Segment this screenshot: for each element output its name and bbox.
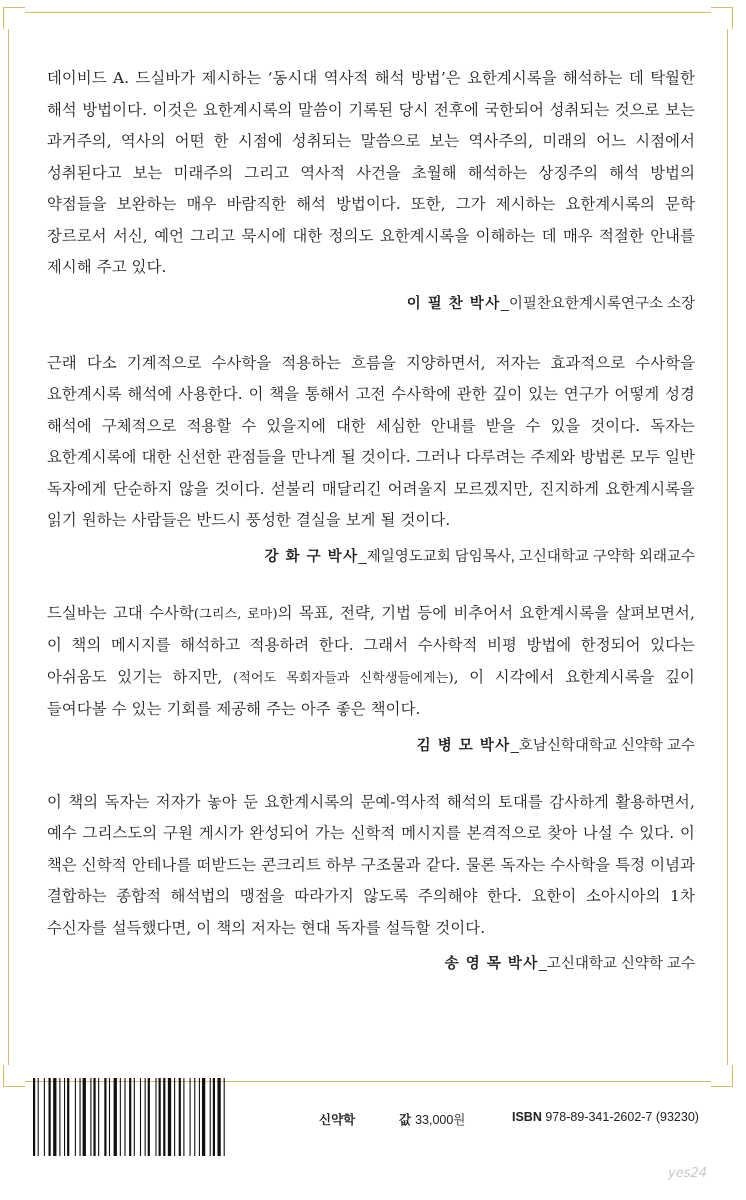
barcode-bar — [210, 1078, 211, 1156]
barcode-bar — [159, 1078, 161, 1156]
isbn-barcode — [33, 1078, 273, 1158]
review-signature — [47, 292, 695, 313]
barcode-bar — [59, 1078, 60, 1156]
review-text: 데이비드 A. 드실바가 제시하는 ‘동시대 역사적 해석 방법’은 요한계시록을 해석하는 데 탁월한 해석 방법이다. 이것은 요한계시록의 말씀이 기록된 당시 전후에 국한되어 성취되는 것으로 보는 과거주의, 역사의 어떤 한 시점에 성취되는 말씀으로 보는 역사주의, 미래의 어느 시점에서 성취된다고 보는 미래주의 그리고 역사적 사건을 초월해 해석하는 상징주의 해석 방법의 약점들을 보완하는 매우 바람직한 해석 방법이다. 또한, 그가 제시하는 요한계시록의 문학 장르로서 서신, 예언 그리고 묵시에 대한 정의도 요한계시록을 이해하는 데 매우 적절한 안내를 제시해 주고 있다. — [47, 69, 695, 276]
barcode-bar — [129, 1078, 131, 1156]
reviewer-title: _호남신학대학교 신약학 교수 — [510, 737, 695, 754]
review-2 — [47, 348, 695, 566]
frame-corner-top-right — [711, 7, 733, 29]
barcode-bar — [83, 1078, 86, 1156]
barcode-bar — [53, 1078, 56, 1156]
reviewer-name: 이 필 찬 박사 — [406, 295, 501, 312]
barcode-bar — [179, 1078, 181, 1156]
isbn — [512, 1110, 699, 1124]
review-text-part: , 이 시각에서 요한계시록을 깊이 들여다볼 수 있는 기회를 제공해 주는 아주 좋은 책이다. — [47, 667, 695, 718]
price-value: 33,000원 — [415, 1113, 466, 1127]
review-signature — [47, 545, 695, 566]
barcode-bar — [163, 1078, 165, 1156]
review-text-aside: (그리스, 로마) — [193, 606, 278, 622]
reviewer-name: 김 병 모 박사 — [416, 737, 511, 754]
barcode-bar — [174, 1078, 175, 1156]
barcode-bar — [224, 1078, 225, 1156]
barcode-bar — [80, 1078, 81, 1156]
barcode-bar — [199, 1078, 200, 1156]
frame-corner-top-left — [3, 7, 25, 29]
review-1 — [47, 63, 695, 313]
barcode-bar — [124, 1078, 125, 1156]
barcode-bar — [194, 1078, 195, 1156]
reviewer-name: 송 영 목 박사 — [444, 956, 539, 972]
barcode-bar — [109, 1078, 110, 1156]
review-signature — [47, 952, 695, 973]
barcode-bar — [49, 1078, 51, 1156]
isbn-value: 978-89-341-2602-7 (93230) — [545, 1110, 699, 1124]
review-text: 근래 다소 기계적으로 수사학을 적용하는 흐름을 지양하면서, 저자는 효과적으로 수사학을 요한계시록 해석에 사용한다. 이 책을 통해서 고전 수사학에 관한 깊이 있는 연구가 어떻게 성경 해석에 구체적으로 적용할 수 있을지에 대한 세심한 안내를 받을 수 있을 것이다. 독자는 요한계시록에 대한 신선한 관점들을 만나게 될 것이다. 그러나 다루려는 주제와 방법론 모두 일반 독자에게 단순하지 않을 것이다. 섣불리 매달리긴 어려울지 모르겠지만, 진지하게 요한계시록을 읽기 원하는 사람들은 반드시 풍성한 결실을 보게 될 것이다. — [47, 353, 695, 529]
barcode-bar — [190, 1078, 191, 1156]
price-label: 값 — [399, 1113, 412, 1127]
barcode-bar — [183, 1078, 184, 1156]
barcode-bar — [134, 1078, 135, 1156]
review-text — [47, 598, 695, 726]
barcode-bar — [64, 1078, 65, 1156]
barcode-bar — [33, 1078, 35, 1156]
barcode-bar — [67, 1078, 69, 1156]
barcode-bar — [93, 1078, 95, 1156]
review-4 — [47, 787, 695, 974]
barcode-bar — [217, 1078, 220, 1156]
barcode-bar — [148, 1078, 150, 1156]
reviewer-title: _고신대학교 신약학 교수 — [538, 956, 695, 972]
barcode-bar — [44, 1078, 45, 1156]
frame-corner-bottom-right — [711, 1065, 733, 1087]
reviewer-title: _이필찬요한계시록연구소 소장 — [500, 295, 695, 312]
watermark-logo: yes24 — [668, 1166, 708, 1181]
barcode-bar — [202, 1078, 205, 1156]
publisher-category: 신약학 — [319, 1113, 356, 1127]
reviews-section — [47, 63, 695, 973]
barcode-bar — [213, 1078, 215, 1156]
review-3 — [47, 598, 695, 755]
barcode-icon — [33, 1078, 271, 1156]
barcode-bar — [38, 1078, 39, 1156]
review-signature — [47, 734, 695, 755]
barcode-bar — [114, 1078, 117, 1156]
barcode-bar — [90, 1078, 91, 1156]
barcode-bar — [75, 1078, 76, 1156]
barcode-bar — [104, 1078, 106, 1156]
reviewer-title: _제일영도교회 담임목사, 고신대학교 구약학 외래교수 — [358, 548, 695, 565]
price — [399, 1110, 465, 1128]
review-text-aside: (적어도 목회자들과 신학생들에게는) — [232, 670, 454, 686]
frame-corner-bottom-left — [3, 1065, 25, 1087]
reviewer-name: 강 화 구 박사 — [264, 548, 359, 565]
review-text-part: 드실바는 고대 수사학 — [47, 603, 194, 622]
isbn-label: ISBN — [512, 1110, 542, 1124]
barcode-bar — [140, 1078, 141, 1156]
review-text: 이 책의 독자는 저자가 놓아 둔 요한계시록의 문예-역사적 해석의 토대를 감사하게 활용하면서, 예수 그리스도의 구원 게시가 완성되어 가는 신학적 메시지를 본격적으로 찾아 나설 수 있다. 이 책은 신학적 안테나를 떠받드는 콘크리트 하부 구조물과 같다. 물론 독자는 수사학을 특정 이념과 결합하는 종합적 해석법의 맹점을 따라가지 않도록 주의해야 한다. 요한이 소아시아의 1차 수신자를 설득했다면, 이 책의 저자는 현대 독자를 설득할 것이다. — [47, 792, 695, 937]
barcode-bar — [155, 1078, 156, 1156]
barcode-bar — [98, 1078, 99, 1156]
review-text-part: 의 목표, 전략, 기법 등에 비추어서 요한계시록을 살펴보면서, 이 책의 메시지를 해석하고 적용하려 한다. 그래서 수사학적 비평 방법에 한정되어 있다는 아쉬움도 있기는 하지만, — [47, 603, 695, 686]
barcode-bar — [120, 1078, 121, 1156]
barcode-bar — [168, 1078, 171, 1156]
barcode-bar — [145, 1078, 146, 1156]
